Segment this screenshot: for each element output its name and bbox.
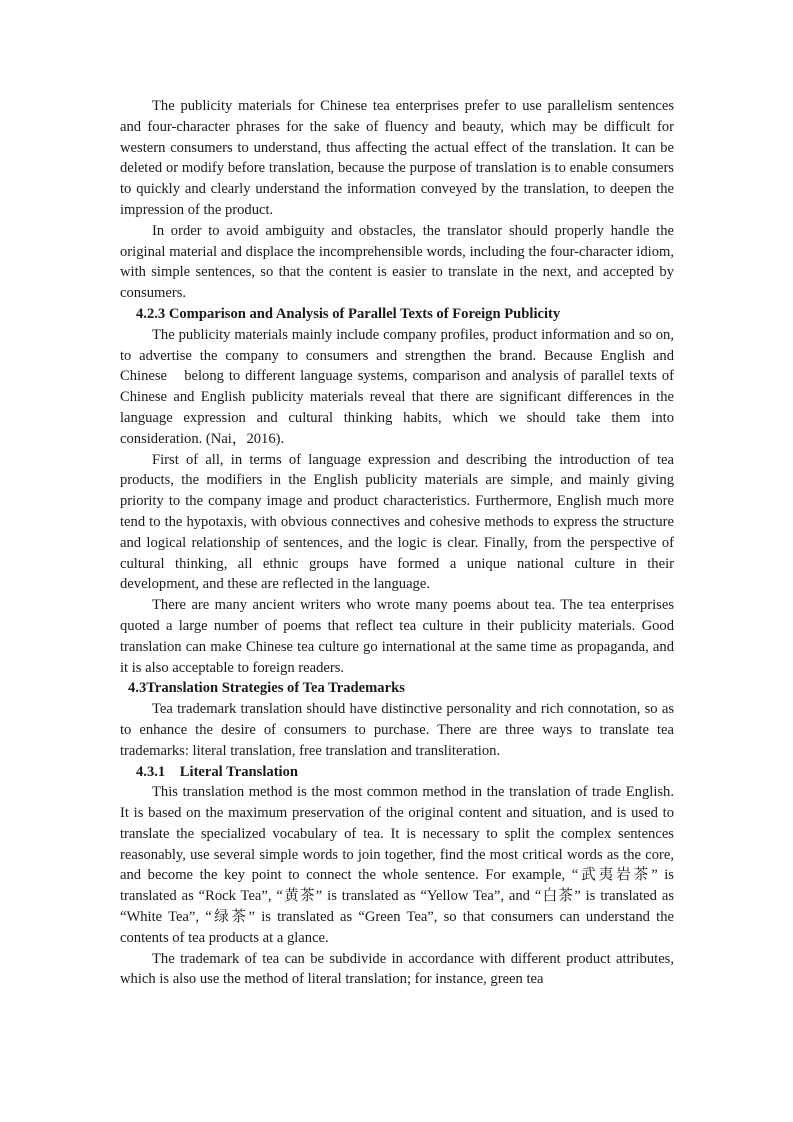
section-heading-4-3-1: 4.3.1 Literal Translation <box>136 763 299 780</box>
paragraph: Tea trademark translation should have distinctive personality and rich connotation, so as to enhance the desire of consumers to purchase. There are three ways to translate tea trademarks: literal translation, free translation and transliteration. <box>120 701 674 759</box>
section-heading-4-2-3: 4.2.3 Comparison and Analysis of Parallel Texts of Foreign Publicity <box>136 305 561 322</box>
section-heading-4-3: 4.3Translation Strategies of Tea Trademarks <box>128 680 405 697</box>
paragraph: There are many ancient writers who wrote many poems about tea. The tea enterprises quoted a large number of poems that reflect tea culture in their publicity materials. Good translation can make Chinese tea culture go international at the same time as propaganda, and it is also acceptable to foreign readers. <box>120 597 674 676</box>
paragraph: This translation method is the most common method in the translation of trade English. It is based on the maximum preservation of the original content and situation, and is used to translate the specialized vocabulary of tea. It is necessary to split the complex sentences reasonably, use several simple words to join together, find the most critical words as the core, and become the key point to connect the whole sentence. For example, “武夷岩茶” is translated as “Rock Tea”, “黄茶” is translated as “Yellow Tea”, and “白茶” is translated as “White Tea”, “绿茶” is translated as “Green Tea”, so that consumers can understand the contents of tea products at a glance. <box>120 784 674 946</box>
paragraph: In order to avoid ambiguity and obstacles, the translator should properly handle the original material and displace the incomprehensible words, including the four-character idiom, with simple sentences, so that the content is easier to translate in the next, and accepted by consumers. <box>120 222 674 302</box>
paragraph: The trademark of tea can be subdivide in accordance with different product attributes, which is also use the method of literal translation; for instance, green tea <box>120 950 674 988</box>
paragraph: The publicity materials mainly include company profiles, product information and so on, to advertise the company to consumers and strengthen the brand. Because English and Chinese belong to different language systems, comparison and analysis of parallel texts of Chinese and English publicity materials reveal that there are significant differences in the language expression and cultural thinking habits, which we should take them into consideration. (Nai，2016). <box>120 326 674 447</box>
document-page <box>120 96 674 990</box>
paragraph: The publicity materials for Chinese tea enterprises prefer to use parallelism sentences and four-character phrases for the sake of fluency and beauty, which may be difficult for western consumers to understand, thus affecting the actual effect of the translation. It can be deleted or modify before translation, because the purpose of translation is to enable consumers to quickly and clearly understand the information conveyed by the translation, to deepen the impression of the product. <box>120 98 674 218</box>
paragraph: First of all, in terms of language expression and describing the introduction of tea products, the modifiers in the English publicity materials are simple, and mainly giving priority to the company image and product characteristics. Furthermore, English much more tend to the hypotaxis, with obvious connectives and cohesive methods to express the structure and logical relationship of sentences, and the logic is clear. Finally, from the perspective of cultural thinking, all ethnic groups have formed a unique national culture in their development, and these are reflected in the language. <box>120 451 674 593</box>
